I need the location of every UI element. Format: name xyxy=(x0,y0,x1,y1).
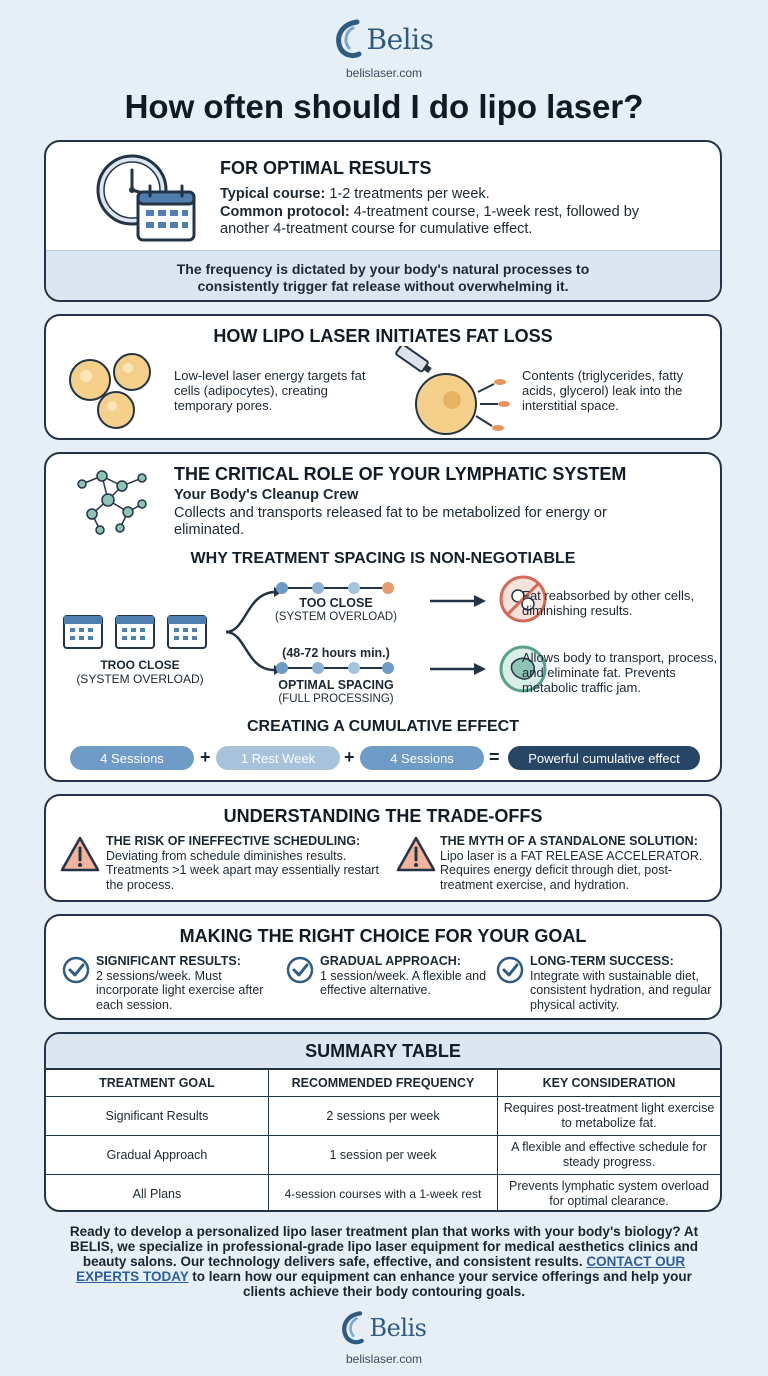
table-cell: A flexible and effective schedule for steady progress. xyxy=(498,1136,720,1175)
table-cell: Gradual Approach xyxy=(46,1136,268,1175)
fat-cells-icon xyxy=(66,352,158,432)
check-icon xyxy=(62,956,90,984)
calendar-icon xyxy=(64,616,102,648)
summary-header xyxy=(46,1034,720,1069)
optimal-result: Allows body to transport, process, and eliminate fat. Prevents metabolic traffic jam. xyxy=(522,650,718,695)
table-row xyxy=(46,1097,720,1136)
fat-loss-right-text: Contents (triglycerides, fatty acids, glycerol) leak into the interstitial space. xyxy=(522,368,684,413)
pill-sessions-2: 4 Sessions xyxy=(360,746,484,770)
table-cell: Prevents lymphatic system overload for optimal clearance. xyxy=(498,1175,720,1213)
fat-loss-heading: HOW LIPO LASER INITIATES FAT LOSS xyxy=(213,326,553,346)
table-cell: Requires post-treatment light exercise to metabolize fat. xyxy=(498,1097,720,1136)
arrow-right-icon xyxy=(430,594,486,608)
column-header: TREATMENT GOAL xyxy=(46,1070,268,1097)
table-row xyxy=(46,1175,720,1213)
belis-swirl-icon xyxy=(335,18,365,60)
brand-url: belislaser.com xyxy=(345,66,423,80)
plus-operator: + xyxy=(344,747,355,767)
brand-url: belislaser.com xyxy=(345,1352,423,1366)
footer-logo[interactable] xyxy=(0,1310,768,1366)
hours-label: (48-72 hours min.) xyxy=(282,646,390,660)
pill-cumulative-effect: Powerful cumulative effect xyxy=(508,746,700,770)
lymphatic-card xyxy=(44,452,722,782)
tradeoff-myth: THE MYTH OF A STANDALONE SOLUTION: Lipo laser is a FAT RELEASE ACCELERATOR. Requires energy deficit through diet, post-treatment exercise, and hydration. xyxy=(440,834,703,892)
optimal-note-band xyxy=(46,250,720,302)
pill-rest-week: 1 Rest Week xyxy=(216,746,340,770)
contact-experts-link[interactable]: CONTACT OUR EXPERTS TODAY xyxy=(76,1254,686,1284)
table-row xyxy=(46,1136,720,1175)
session-calendars-icon xyxy=(62,612,212,652)
header-logo[interactable] xyxy=(0,18,768,80)
table-header-row xyxy=(46,1070,720,1097)
tradeoffs-card xyxy=(44,794,722,902)
check-icon xyxy=(496,956,524,984)
optimal-timeline xyxy=(272,660,398,676)
summary-card xyxy=(44,1032,722,1212)
lymphatic-subheading: Your Body's Cleanup Crew xyxy=(174,487,359,503)
table-cell: 4-session courses with a 1-week rest xyxy=(268,1175,497,1213)
calendar-icon xyxy=(168,616,206,648)
choice-significant: SIGNIFICANT RESULTS: 2 sessions/week. Must incorporate light exercise after each session. xyxy=(96,954,264,1012)
belis-swirl-icon xyxy=(341,1310,367,1346)
lymphatic-heading: THE CRITICAL ROLE OF YOUR LYMPHATIC SYSTEM xyxy=(174,464,627,484)
page-title: How often should I do lipo laser? xyxy=(124,88,644,125)
optimal-spacing-label: OPTIMAL SPACING (FULL PROCESSING) xyxy=(278,678,394,705)
spacing-heading: WHY TREATMENT SPACING IS NON-NEGOTIABLE xyxy=(190,550,576,567)
tradeoff-risk: THE RISK OF INEFFECTIVE SCHEDULING: Deviating from schedule diminishes results. Treatments >1 week apart may essentially restart the process. xyxy=(106,834,379,892)
calendar-icon xyxy=(138,186,194,240)
cumulative-heading: CREATING A CUMULATIVE EFFECT xyxy=(247,718,519,735)
equals-operator: = xyxy=(489,747,500,767)
calendar-icon xyxy=(116,616,154,648)
fat-loss-card xyxy=(44,314,722,440)
pill-sessions-1: 4 Sessions xyxy=(70,746,194,770)
optimal-results-card xyxy=(44,140,722,302)
choice-long-term: LONG-TERM SUCCESS: Integrate with sustainable diet, consistent hydration, and regular physical activity. xyxy=(530,954,712,1012)
lymph-network-icon xyxy=(72,464,152,536)
brand-name: Belis xyxy=(366,22,434,56)
too-close-label: TOO CLOSE (SYSTEM OVERLOAD) xyxy=(274,596,398,623)
optimal-typical: Typical course: 1-2 treatments per week. xyxy=(220,186,490,202)
warning-icon xyxy=(60,836,100,872)
summary-heading: SUMMARY TABLE xyxy=(305,1040,461,1061)
column-header: KEY CONSIDERATION xyxy=(498,1070,720,1097)
clock-calendar-illustration xyxy=(94,152,198,244)
optimal-note: The frequency is dictated by your body's natural processes to consistently trigger fat release without overwhelming it. xyxy=(176,261,590,294)
warning-icon xyxy=(396,836,436,872)
check-icon xyxy=(286,956,314,984)
choice-gradual: GRADUAL APPROACH: 1 session/week. A flexible and effective alternative. xyxy=(320,954,487,997)
summary-table xyxy=(46,1069,720,1212)
table-cell: All Plans xyxy=(46,1175,268,1213)
optimal-heading: FOR OPTIMAL RESULTS xyxy=(220,158,432,178)
tradeoffs-heading: UNDERSTANDING THE TRADE-OFFS xyxy=(223,806,543,826)
table-cell: Significant Results xyxy=(46,1097,268,1136)
footer-cta-text: Ready to develop a personalized lipo laser treatment plan that works with your body's biology? At BELIS, we specialize in professional-grade lipo laser equipment for medical aesthetics clinics and beauty salons. Our technology delivers safe, effective, and consistent results. CONTACT OUR EXPERTS TODAY to learn how our equipment can enhance your service offerings and help your clients achieve their body contouring goals. xyxy=(69,1224,699,1299)
left-schedule-label: TROO CLOSE (SYSTEM OVERLOAD) xyxy=(76,658,204,686)
too-close-timeline xyxy=(272,580,398,596)
table-cell: 1 session per week xyxy=(268,1136,497,1175)
too-close-result: Fat reabsorbed by other cells, diminishing results. xyxy=(522,588,694,618)
column-header: RECOMMENDED FREQUENCY xyxy=(268,1070,497,1097)
plus-operator: + xyxy=(200,747,211,767)
brand-name: Belis xyxy=(369,1314,427,1342)
choice-card xyxy=(44,914,722,1020)
choice-heading: MAKING THE RIGHT CHOICE FOR YOUR GOAL xyxy=(179,926,587,946)
lymphatic-description: Collects and transports released fat to be metabolized for energy or eliminated. xyxy=(174,505,607,538)
arrow-right-icon xyxy=(430,662,486,676)
laser-fat-cell-icon xyxy=(382,346,512,438)
table-cell: 2 sessions per week xyxy=(268,1097,497,1136)
fat-loss-left-text: Low-level laser energy targets fat cells (adipocytes), creating temporary pores. xyxy=(174,368,366,413)
optimal-protocol: Common protocol: 4-treatment course, 1-week rest, followed by another 4-treatment course for cumulative effect. xyxy=(220,204,640,237)
